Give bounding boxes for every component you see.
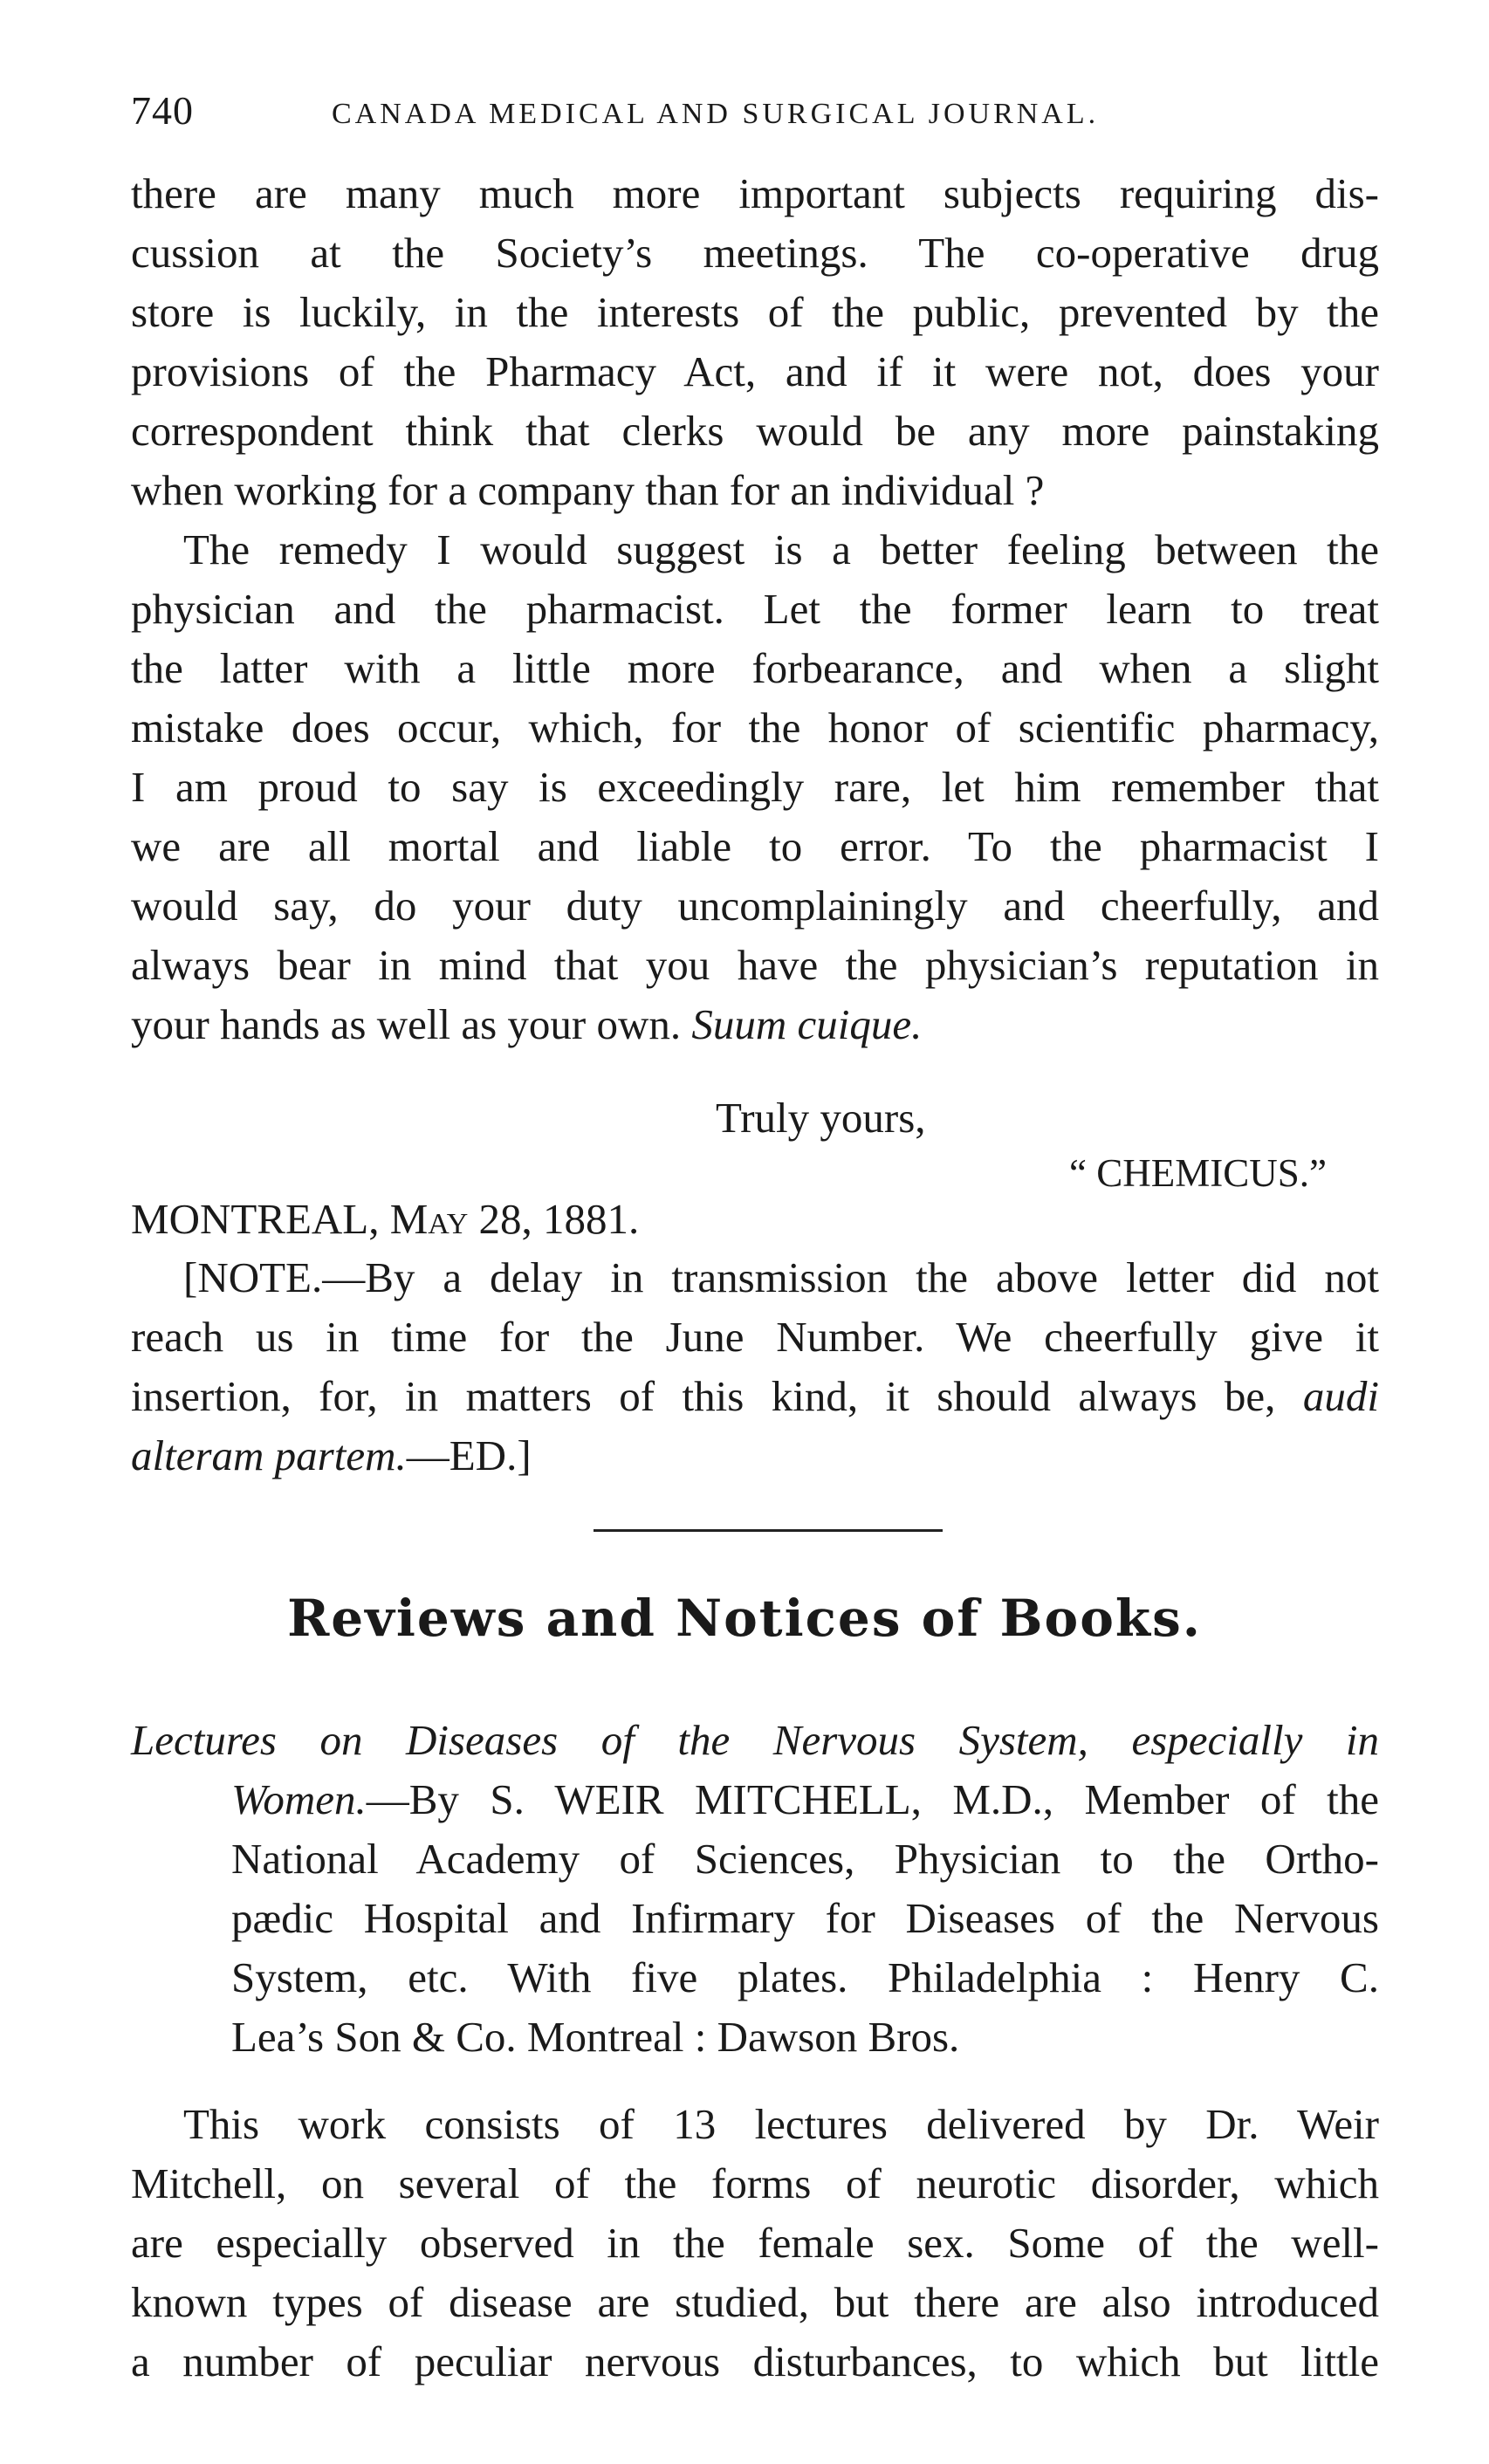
text-line: store is luckily, in the interests of the public, prevented by the [131,288,1379,336]
section-divider [594,1529,943,1532]
text-line: always bear in mind that you have the physician’s reputation in [131,941,1379,989]
page-number: 740 [131,88,194,133]
text-run: insertion, for, in matters of this kind, it should always be, [131,1372,1303,1420]
text-line [131,1367,1379,1426]
latin-phrase: audi [1302,1372,1379,1420]
text-line: Mitchell, on several of the forms of neurotic disorder, which [131,2159,1379,2207]
editor-note [131,1248,1379,1486]
running-head [131,87,1379,140]
journal-title: CANADA MEDICAL AND SURGICAL JOURNAL. [332,98,1100,130]
signature: “ CHEMICUS.” [1069,1151,1327,1195]
text-line: mistake does occur, which, for the honor of scientific pharmacy, [131,704,1379,752]
text-line: a number of peculiar nervous disturbances, to which but little [131,2337,1379,2385]
text-line [131,995,1379,1054]
text-line: we are all mortal and liable to error. To the pharmacist I [131,822,1379,870]
text-line: [NOTE.—By a delay in transmission the above letter did not [183,1253,1379,1301]
text-line [131,1770,1379,1829]
text-run: your hands as well as your own. [131,1000,692,1048]
latin-phrase: Suum cuique. [691,1000,923,1048]
text-line: there are many much more important subjects requiring dis- [131,169,1379,217]
text-line [131,1426,1379,1486]
text-line: correspondent think that clerks would be any more painstaking [131,407,1379,455]
text-line: the latter with a little more forbearance, and when a slight [131,644,1379,692]
text-line: System, etc. With five plates. Philadelphia : Henry C. [231,1953,1379,2001]
text-run: —ED.] [406,1431,532,1479]
text-line: National Academy of Sciences, Physician to the Ortho- [231,1835,1379,1883]
text-line: would say, do your duty uncomplainingly and cheerfully, and [131,882,1379,930]
text-line: are especially observed in the female sex. Some of the well- [131,2219,1379,2267]
text-line: I am proud to say is exceedingly rare, let him remember that [131,763,1379,811]
text-line: cussion at the Society’s meetings. The co-operative drug [131,229,1379,277]
letter-text [131,164,1379,1054]
text-line: This work consists of 13 lectures delivered by Dr. Weir [183,2100,1379,2148]
salutation: Truly yours, [716,1094,926,1142]
text-line: reach us in time for the June Number. We cheerfully give it [131,1313,1379,1361]
section-heading: Reviews and Notices of Books. [287,1589,1202,1648]
text-line: provisions of the Pharmacy Act, and if it were not, does your [131,347,1379,395]
review-body [131,2095,1379,2392]
latin-phrase: alteram partem. [131,1431,407,1479]
text-line: pædic Hospital and Infirmary for Diseases of the Nervous [231,1894,1379,1942]
dateline: MONTREAL, May 28, 1881. [131,1195,640,1243]
book-title-line: Lectures on Diseases of the Nervous System, especially in [131,1716,1379,1764]
text-line: The remedy I would suggest is a better feeling between the [183,525,1379,573]
text-line: Lea’s Son & Co. Montreal : Dawson Bros. [231,2013,960,2061]
review-citation [131,1711,1379,2067]
text-line: physician and the pharmacist. Let the former learn to treat [131,585,1379,633]
text-run: —By S. WEIR MITCHELL, M.D., Member of the [366,1775,1379,1823]
book-title-end: Women. [231,1775,367,1823]
text-line: known types of disease are studied, but there are also introduced [131,2278,1379,2326]
text-line: when working for a company than for an individual ? [131,466,1045,514]
